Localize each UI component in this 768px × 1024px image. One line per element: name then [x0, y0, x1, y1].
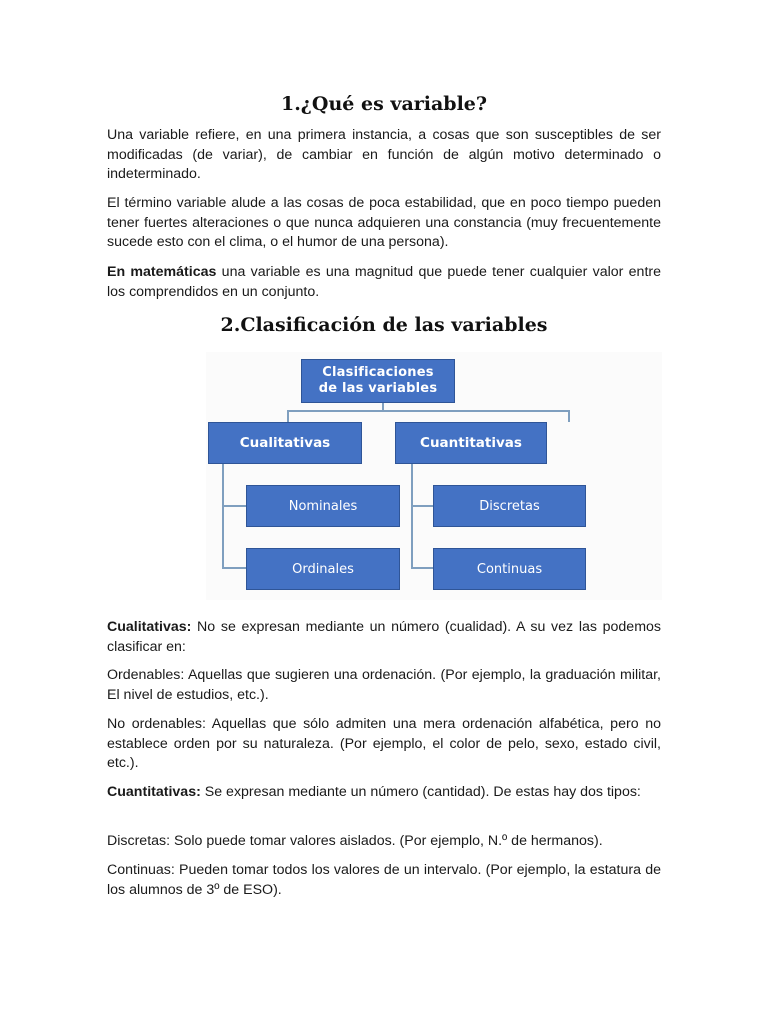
paragraph-discretas: Discretas: Solo puede tomar valores aislados. (Por ejemplo, N.º de hermanos). — [107, 833, 603, 849]
bold-cuantitativas: Cuantitativas: — [107, 784, 201, 800]
paragraph-cualitativas-text: No se expresan mediante un número (cualidad). A su vez las podemos clasificar en: — [107, 619, 661, 655]
box-cualitativas: Cualitativas — [208, 422, 362, 464]
paragraph-no-ordenables: No ordenables: Aquellas que sólo admiten una mera ordenación alfabética, pero no establece orden por su naturaleza. (Por ejemplo, el color de pelo, sexo, estado civil, etc.). — [107, 716, 661, 771]
connector-left-vertical — [222, 464, 224, 568]
heading-clasificacion: 2.Clasificación de las variables — [220, 314, 548, 336]
intro-paragraph-1: Una variable refiere, en una primera instancia, a cosas que son susceptibles de ser modificadas (de variar), de cambiar en función de algún motivo determinado o indeterminado. — [107, 127, 661, 182]
box-nominales: Nominales — [246, 485, 400, 527]
intro-paragraph-2: El término variable alude a las cosas de poca estabilidad, que en poco tiempo pueden tener fuertes alteraciones o que nunca adquieren una constancia (muy frecuentemente sucede esto con el clima, o el humor de una persona). — [107, 195, 661, 250]
classification-diagram — [206, 352, 662, 600]
bold-cualitativas: Cualitativas: — [107, 619, 192, 635]
connector-nominales — [222, 505, 246, 507]
box-discretas: Discretas — [433, 485, 586, 527]
connector-to-left — [287, 410, 289, 422]
paragraph-continuas: Continuas: Pueden tomar todos los valores de un intervalo. (Por ejemplo, la estatura de los alumnos de 3º de ESO). — [107, 862, 661, 898]
connector-discretas — [411, 505, 434, 507]
root-line-2: de las variables — [318, 381, 438, 396]
paragraph-cuantitativas — [107, 783, 661, 803]
intro-paragraph-3 — [107, 263, 661, 302]
connector-to-right — [568, 410, 570, 422]
paragraph-ordenables: Ordenables: Aquellas que sugieren una ordenación. (Por ejemplo, la graduación militar, El nivel de estudios, etc.). — [107, 667, 661, 703]
box-root-clasificaciones — [301, 359, 455, 403]
intro-paragraph-3-text: una variable es una magnitud que puede tener cualquier valor entre los comprendidos en un conjunto. — [107, 264, 662, 300]
box-continuas: Continuas — [433, 548, 586, 590]
bold-en-matematicas: En matemáticas — [107, 264, 217, 280]
connector-right-vertical — [411, 464, 413, 568]
connector-ordinales — [222, 567, 246, 569]
box-ordinales: Ordinales — [246, 548, 400, 590]
box-cuantitativas: Cuantitativas — [395, 422, 547, 464]
paragraph-cualitativas — [107, 618, 661, 657]
paragraph-cuantitativas-text: Se expresan mediante un número (cantidad). De estas hay dos tipos: — [200, 784, 641, 800]
connector-horizontal — [287, 410, 569, 412]
root-line-1: Clasificaciones — [322, 365, 434, 380]
connector-continuas — [411, 567, 434, 569]
heading-que-es-variable: 1.¿Qué es variable? — [280, 93, 488, 115]
